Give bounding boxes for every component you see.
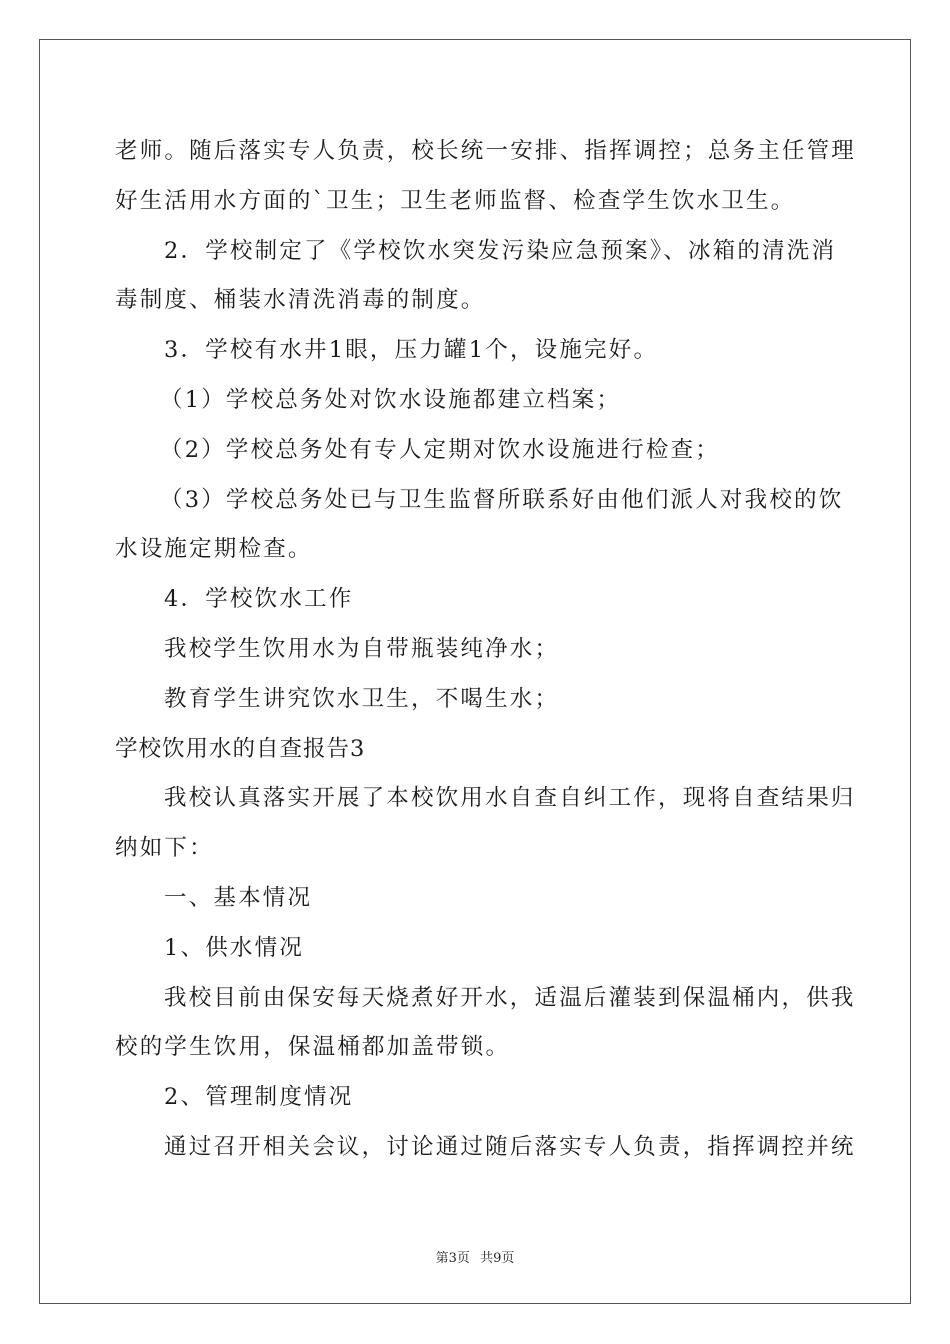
text-line: 教育学生讲究饮水卫生，不喝生水； (164, 685, 560, 712)
document-body (115, 127, 857, 1173)
page-total: 共9页 (480, 1251, 515, 1266)
section-heading: 学校饮用水的自查报告3 (115, 735, 366, 762)
text-line: 校的学生饮用，保温桶都加盖带锁。 (115, 1034, 511, 1061)
text-line: 通过召开相关会议，讨论通过随后落实专人负责，指挥调控并统 (164, 1133, 856, 1160)
text-line: 水设施定期检查。 (115, 536, 313, 563)
page-number: 第3页 (435, 1251, 470, 1266)
text-line: 老师。随后落实专人负责，校长统一安排、指挥调控；总务主任管理 (115, 138, 857, 164)
text-line: 3．学校有水井1眼，压力罐1个，设施完好。 (164, 337, 659, 364)
text-line: （1）学校总务处对饮水设施都建立档案； (160, 386, 622, 413)
text-line: 我校目前由保安每天烧煮好开水，适温后灌装到保温桶内，供我 (164, 984, 856, 1011)
text-line: 毒制度、桶装水清洗消毒的制度。 (115, 287, 486, 314)
page-footer (0, 1247, 950, 1266)
text-line: 4．学校饮水工作 (164, 586, 354, 613)
text-line: 1、供水情况 (164, 934, 305, 961)
text-line: 2、管理制度情况 (164, 1084, 354, 1111)
text-line: 一、基本情况 (164, 884, 313, 911)
text-line: （2）学校总务处有专人定期对饮水设施进行检查； (160, 436, 720, 463)
text-line: 好生活用水方面的`卫生；卫生老师监督、检查学生饮水卫生。 (115, 187, 796, 214)
text-line: 我校认真落实开展了本校饮用水自查自纠工作，现将自查结果归 (164, 785, 856, 812)
text-line: 我校学生饮用水为自带瓶装纯净水； (164, 635, 560, 662)
text-line: 纳如下： (115, 835, 214, 862)
text-line: （3）学校总务处已与卫生监督所联系好由他们派人对我校的饮 (160, 486, 844, 513)
text-line: 2．学校制定了《学校饮水突发污染应急预案》、冰箱的清洗消 (164, 237, 837, 264)
